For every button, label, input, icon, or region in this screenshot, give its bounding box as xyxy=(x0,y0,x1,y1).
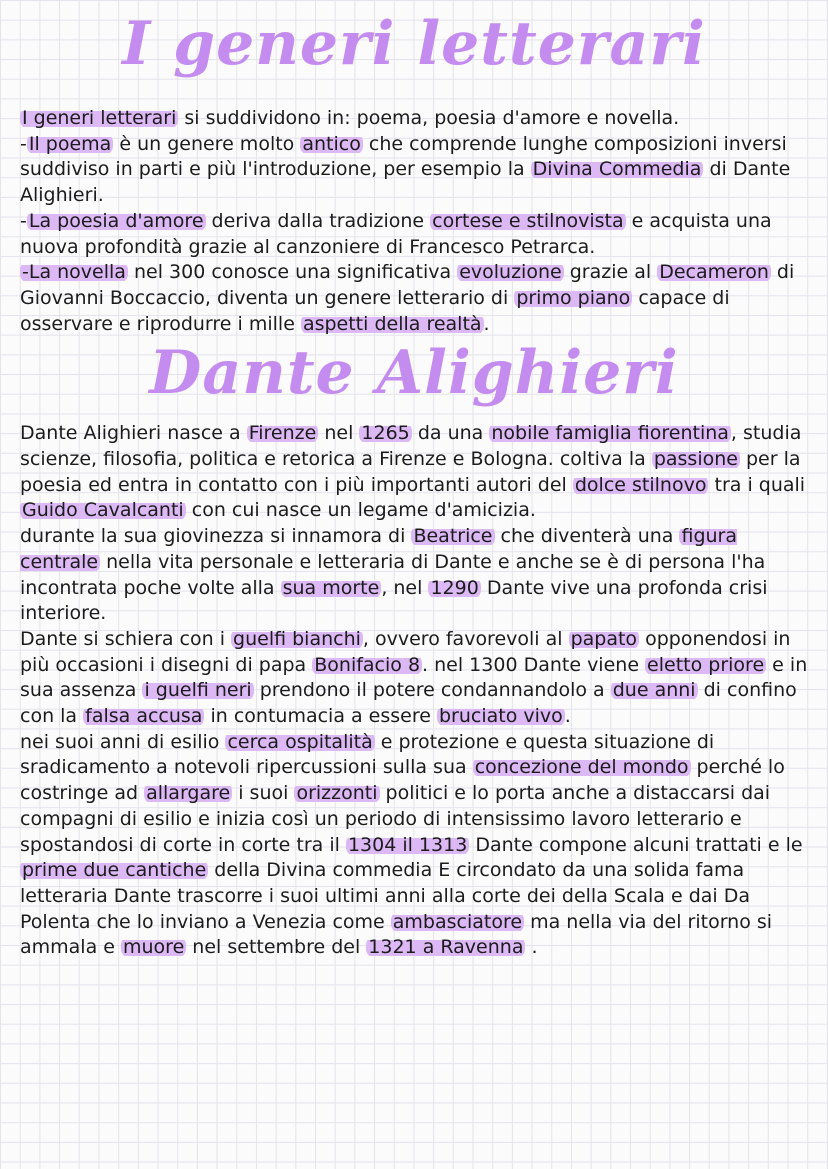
highlighted-text: evoluzione xyxy=(459,261,562,284)
text-run: nei suoi anni di esilio xyxy=(20,730,226,753)
section-generi-letterari xyxy=(20,106,808,337)
text-run: da una xyxy=(411,422,490,445)
highlighted-text: La poesia d'amore xyxy=(28,209,204,232)
highlighted-text: Beatrice xyxy=(413,525,493,548)
text-run: nella vita personale e letteraria di Dante e anche se è di persona l'ha incontrata poche volte alla xyxy=(20,550,766,599)
title-dante-alighieri: Dante Alighieri xyxy=(149,338,679,409)
highlighted-text: primo piano xyxy=(516,286,631,309)
text-run: e in sua assenza xyxy=(20,653,808,702)
text-run: prendono il potere condannandolo a xyxy=(253,679,611,702)
paragraph xyxy=(20,260,808,337)
highlighted-text: 1321 a Ravenna xyxy=(368,936,524,959)
text-run: nel 300 conosce una significativa xyxy=(127,261,458,284)
highlighted-text: cerca ospitalità xyxy=(227,730,373,753)
text-run: di Giovanni Boccaccio, diventa un genere letterario di xyxy=(20,261,795,309)
title-generi-letterari: I generi letterari xyxy=(122,9,706,79)
text-run: perché lo costringe ad xyxy=(20,756,785,805)
highlighted-text: Bonifacio 8 xyxy=(314,653,421,676)
highlighted-text: papato xyxy=(570,627,638,650)
text-run: si suddividono in: poema, poesia d'amore e novella. xyxy=(178,107,680,129)
highlighted-text: aspetti della realtà xyxy=(302,312,482,335)
highlighted-text: i guelfi neri xyxy=(144,679,252,702)
text-run: ma nella via del ritorno si ammala e xyxy=(20,910,773,959)
paragraph xyxy=(20,627,808,730)
highlighted-text: due anni xyxy=(612,679,696,702)
highlighted-text: nobile famiglia fiorentina xyxy=(491,422,729,445)
text-run: . nel 1300 Dante viene xyxy=(422,653,646,676)
text-run: per la poesia ed entra in contatto con i più importanti autori del xyxy=(20,448,801,496)
highlighted-text: falsa accusa xyxy=(85,705,203,728)
highlighted-text: dolce stilnovo xyxy=(574,473,707,496)
highlighted-text: ambasciatore xyxy=(392,910,523,933)
text-run: - xyxy=(20,209,27,232)
text-run: , studia scienze, filosofia, politica e retorica a Firenze e Bologna. coltiva la xyxy=(20,422,802,471)
paragraph xyxy=(20,132,808,209)
paragraph xyxy=(20,524,808,627)
text-run: con cui nasce un legame d'amicizia. xyxy=(185,499,536,522)
highlighted-text: guelfi bianchi xyxy=(233,627,361,650)
text-run: in contumacia a essere xyxy=(204,705,437,728)
text-run: tra i quali xyxy=(708,473,806,496)
text-run: di confino con la xyxy=(20,679,797,728)
text-run: , ovvero favorevoli al xyxy=(362,627,569,650)
text-run: Dante Alighieri nasce a xyxy=(20,422,247,445)
paragraph xyxy=(20,730,808,961)
text-run: . xyxy=(483,312,490,335)
highlighted-text: bruciato vivo xyxy=(438,705,563,728)
highlighted-text: Firenze xyxy=(248,422,317,445)
highlighted-text: concezione del mondo xyxy=(474,756,689,779)
text-run: Dante compone alcuni trattati e le xyxy=(469,833,803,856)
highlighted-text: sua morte xyxy=(282,576,380,599)
highlighted-text: Guido Cavalcanti xyxy=(22,499,184,522)
text-run: i suoi xyxy=(232,782,295,805)
text-run: nel settembre del xyxy=(186,936,367,959)
highlighted-text: -La novella xyxy=(22,261,126,284)
text-run: . xyxy=(564,705,571,728)
highlighted-text: muore xyxy=(123,936,185,959)
text-run: durante la sua giovinezza si innamora di xyxy=(20,525,412,548)
highlighted-text: cortese e stilnovista xyxy=(432,209,624,232)
highlighted-text: Divina Commedia xyxy=(532,158,702,181)
paragraph xyxy=(20,106,808,132)
highlighted-text: 1304 il 1313 xyxy=(347,833,468,856)
text-run: opponendosi in più occasioni i disegni di papa xyxy=(20,627,791,676)
highlighted-text: passione xyxy=(653,448,738,471)
text-run: capace di osservare e riprodurre i mille xyxy=(20,286,730,335)
highlighted-text: 1265 xyxy=(361,422,410,445)
highlighted-text: figura centrale xyxy=(20,525,738,573)
highlighted-text: Il poema xyxy=(28,132,112,155)
text-run: è un genere molto xyxy=(113,132,301,155)
highlighted-text: I generi letterari xyxy=(22,107,177,129)
text-run: - xyxy=(20,132,27,155)
text-run: deriva dalla tradizione xyxy=(205,209,431,232)
text-run: e protezione e questa situazione di sradicamento a notevoli ripercussioni sulla sua xyxy=(20,730,715,779)
text-run: Dante vive una profonda crisi interiore. xyxy=(20,576,768,625)
highlighted-text: 1290 xyxy=(430,576,479,599)
highlighted-text: prime due cantiche xyxy=(22,859,207,882)
highlighted-text: eletto priore xyxy=(647,653,765,676)
text-run: , nel xyxy=(381,576,429,599)
text-run: che comprende lunghe composizioni inversi suddiviso in parti e più l'introduzione, per esempio la xyxy=(20,132,787,181)
text-run: della Divina commedia E circondato da una solida fama letteraria Dante trascorre i suoi ultimi anni alla corte dei della Scala e dai Da Polenta che lo inviano a Venezia come xyxy=(20,859,751,933)
highlighted-text: antico xyxy=(302,132,361,155)
text-run: e acquista una nuova profondità grazie al canzoniere di Francesco Petrarca. xyxy=(20,209,772,258)
highlighted-text: orizzonti xyxy=(296,782,378,805)
text-run: che diventerà una xyxy=(494,525,680,548)
paragraph xyxy=(20,421,808,524)
paragraph xyxy=(20,209,808,260)
text-run: nel xyxy=(318,422,360,445)
text-run: Dante si schiera con i xyxy=(20,627,232,650)
text-run: politici e lo porta anche a distaccarsi dai compagni di esilio e inizia così un periodo di intensissimo lavoro letterario e spostandosi di corte in corte tra il xyxy=(20,782,771,856)
section-dante-alighieri xyxy=(20,421,808,961)
text-run: . xyxy=(525,936,538,959)
text-run: di Dante Alighieri. xyxy=(20,158,791,207)
highlighted-text: Decameron xyxy=(659,261,769,284)
highlighted-text: allargare xyxy=(146,782,231,805)
text-run: grazie al xyxy=(563,261,658,284)
